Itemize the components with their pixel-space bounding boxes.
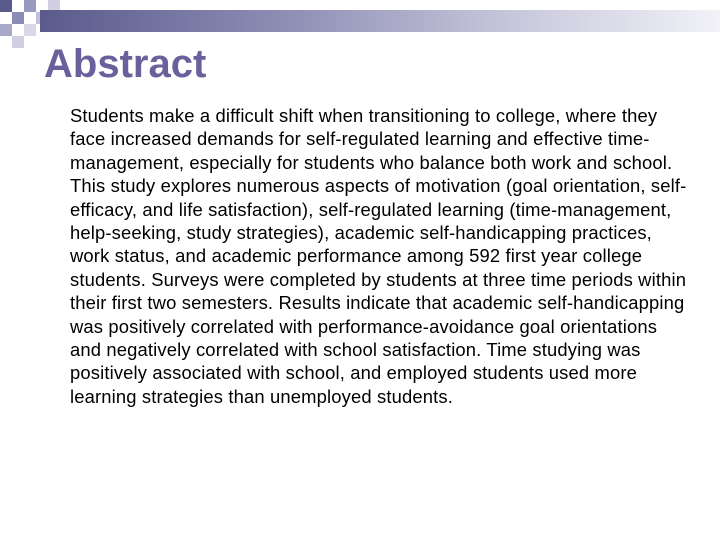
header-gradient-bar: [40, 10, 720, 32]
slide-title: Abstract: [44, 42, 207, 86]
abstract-body: Students make a difficult shift when transitioning to college, where they face increased demands for self-regulated learning and effective time-management, especially for students who balance both work and school. This study explores numerous aspects of motivation (goal orientation, self-efficacy, and life satisfaction), self-regulated learning (time-management, help-seeking, study strategies), academic self-handicapping practices, work status, and academic performance among 592 first year college students. Surveys were completed by students at three time periods within their first two semesters. Results indicate that academic self-handicapping was positively correlated with performance-avoidance goal orientations and negatively correlated with school satisfaction. Time studying was positively associated with school, and employed students used more learning strategies than unemployed students.: [70, 105, 687, 407]
